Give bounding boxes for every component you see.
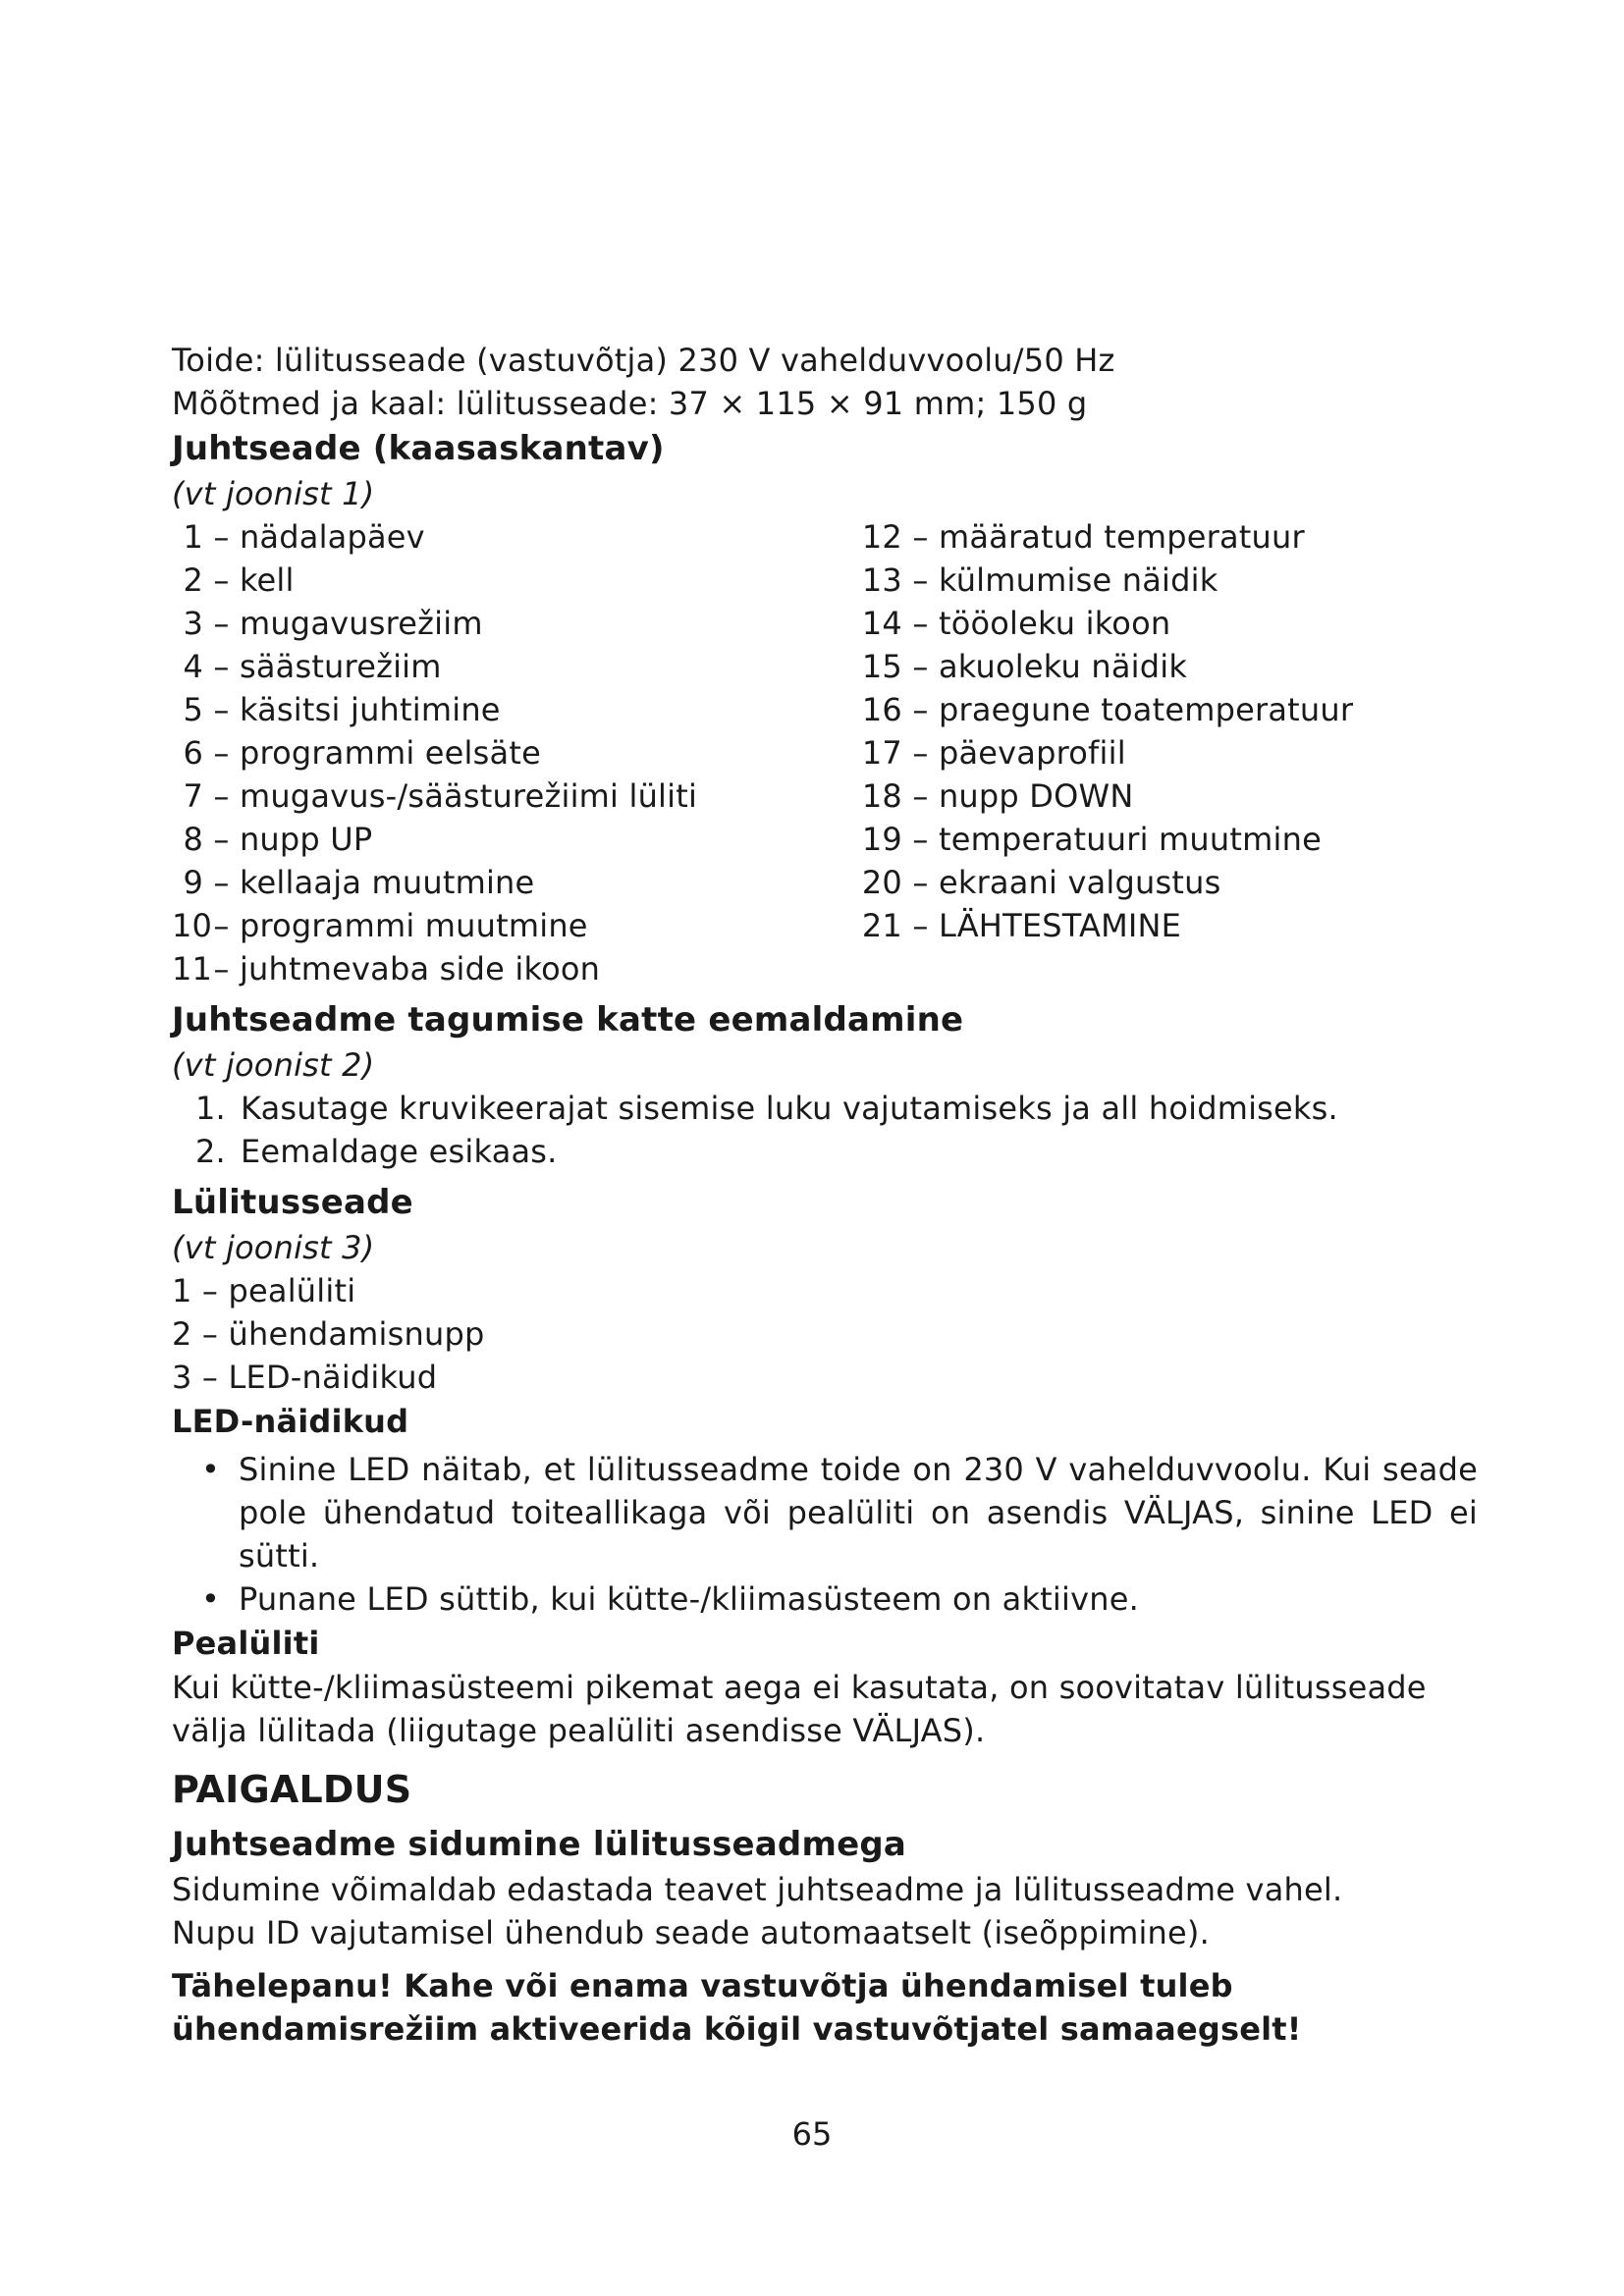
installation-heading: PAIGALDUS: [172, 1768, 412, 1811]
main-switch-text: Kui kütte-/kliimasüsteemi pikemat aega ei kasutata, on soovitatav lülitusseade välja lülitada (liigutage pealüliti asendisse VÄLJAS).: [172, 1669, 1427, 1749]
spec-dimensions: Mõõtmed ja kaal: lülitusseade: 37 × 115 × 91 mm; 150 g: [172, 385, 1088, 422]
legend-item: 1 – nädalapäev: [183, 518, 425, 556]
main-switch-heading: Pealüliti: [172, 1625, 320, 1662]
legend-item: 9 – kellaaja muutmine: [183, 864, 535, 901]
bullet-icon: •: [201, 1451, 221, 1488]
pairing-text-2: Nupu ID vajutamisel ühendub seade automaatselt (iseõppimine).: [172, 1914, 1210, 1951]
legend-item: 7 – mugavus-/säästurežiimi lüliti: [183, 777, 698, 815]
list-item: 2. Eemaldage esikaas.: [195, 1133, 558, 1170]
controller-figure-ref: (vt joonist 1): [172, 475, 375, 512]
page-number: 65: [791, 2115, 833, 2153]
list-item: • Sinine LED näitab, et lülitusseadme toide on 230 V vahelduvvoolu. Kui seade pole ühendatud toiteallikaga või pealüliti on asendis VÄLJAS, sinine LED ei sütti.: [201, 1448, 1478, 1577]
bullet-icon: •: [201, 1580, 221, 1618]
pairing-heading: Juhtseadme sidumine lülitusseadmega: [172, 1825, 907, 1864]
switch-unit-heading: Lülitusseade: [172, 1183, 413, 1222]
legend-item: 20 – ekraani valgustus: [861, 864, 1221, 901]
list-item: 3 – LED-näidikud: [172, 1359, 438, 1396]
legend-item: 6 – programmi eelsäte: [183, 734, 541, 772]
led-bullets: [172, 1448, 1478, 1621]
list-item: 1 – pealüliti: [172, 1272, 356, 1309]
list-item: • Punane LED süttib, kui kütte-/kliimasüsteem on aktiivne.: [201, 1577, 1478, 1621]
pairing-text-1: Sidumine võimaldab edastada teavet juhtseadme ja lülitusseadme vahel.: [172, 1871, 1343, 1908]
list-item: 1. Kasutage kruvikeerajat sisemise luku vajutamiseks ja all hoidmiseks.: [195, 1090, 1338, 1127]
spec-power: Toide: lülitusseade (vastuvõtja) 230 V vahelduvvoolu/50 Hz: [172, 342, 1115, 379]
pairing-warning: Tähelepanu! Kahe või enama vastuvõtja ühendamisel tuleb ühendamisrežiim aktiveerida kõigil vastuvõtjatel samaaegselt!: [172, 1967, 1302, 2048]
legend-item: 19 – temperatuuri muutmine: [861, 821, 1322, 858]
legend-item: 21 – LÄHTESTAMINE: [861, 907, 1182, 944]
controller-heading: Juhtseade (kaasaskantav): [172, 429, 665, 468]
legend-item: 4 – säästurežiim: [183, 648, 442, 685]
legend-item: 3 – mugavusrežiim: [183, 605, 483, 642]
page-content: [172, 339, 1478, 2051]
controller-legend: [172, 515, 1478, 990]
legend-item: 2 – kell: [183, 561, 295, 599]
legend-item: 10 – programmi muutmine: [172, 907, 588, 944]
legend-item: 11 – juhtmevaba side ikoon: [172, 950, 601, 988]
legend-left-column: [172, 515, 859, 990]
legend-item: 13 – külmumise näidik: [861, 561, 1218, 599]
cover-removal-figure-ref: (vt joonist 2): [172, 1046, 375, 1084]
legend-right-column: [859, 515, 1478, 990]
legend-item: 16 – praegune toatemperatuur: [861, 691, 1354, 728]
cover-removal-steps: [172, 1087, 1478, 1173]
switch-unit-figure-ref: (vt joonist 3): [172, 1229, 375, 1266]
switch-unit-list: [172, 1269, 1478, 1399]
legend-item: 12 – määratud temperatuur: [861, 518, 1305, 556]
legend-item: 8 – nupp UP: [183, 821, 373, 858]
list-item: 2 – ühendamisnupp: [172, 1315, 485, 1353]
led-heading: LED-näidikud: [172, 1403, 409, 1440]
legend-item: 15 – akuoleku näidik: [861, 648, 1188, 685]
legend-item: 17 – päevaprofiil: [861, 734, 1126, 772]
legend-item: 14 – tööoleku ikoon: [861, 605, 1171, 642]
legend-item: 5 – käsitsi juhtimine: [183, 691, 501, 728]
cover-removal-heading: Juhtseadme tagumise katte eemaldamine: [172, 1000, 964, 1040]
legend-item: 18 – nupp DOWN: [861, 777, 1134, 815]
